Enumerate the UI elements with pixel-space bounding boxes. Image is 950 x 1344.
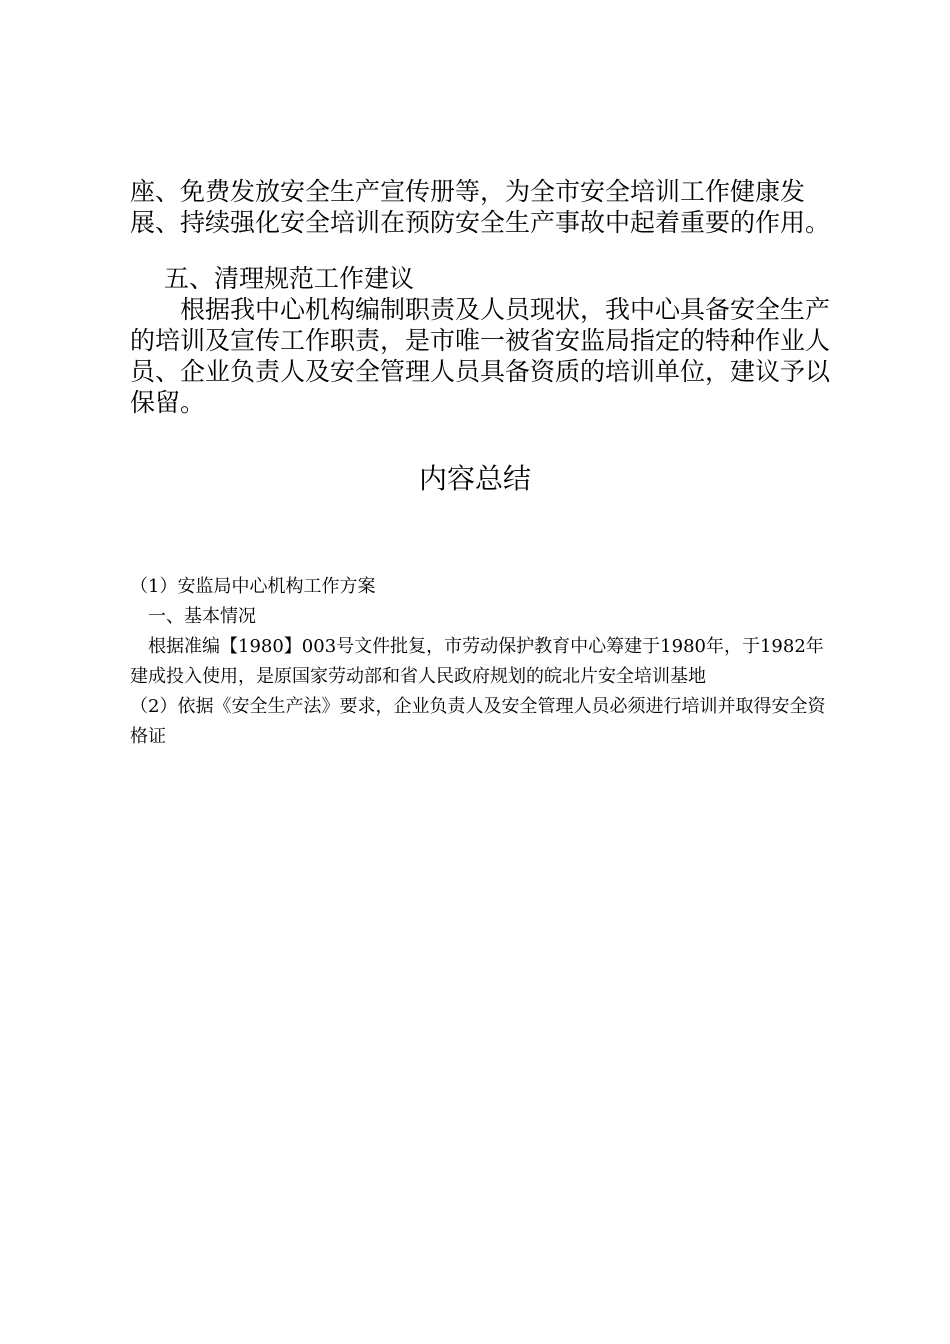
summary-item-1-text: 根据准编【1980】003号文件批复，市劳动保护教育中心筹建于1980年，于1982年建成投入使用，是原国家劳动部和省人民政府规划的皖北片安全培训基地 (130, 636, 824, 687)
summary-body (130, 572, 830, 752)
main-body (130, 176, 830, 418)
summary-title: 内容总结 (418, 462, 531, 495)
summary-item-1: （1）安监局中心机构工作方案 (130, 576, 376, 597)
summary-item-2: （2）依据《安全生产法》要求，企业负责人及安全管理人员必须进行培训并取得安全资格证 (130, 696, 826, 747)
summary-item-1-subheading: 一、基本情况 (148, 606, 256, 627)
paragraph-recommendation: 根据我中心机构编制职责及人员现状，我中心具备安全生产的培训及宣传工作职责，是市唯一被省安监局指定的特种作业人员、企业负责人及安全管理人员具备资质的培训单位，建议予以保留。 (130, 295, 831, 417)
section-heading-five: 五、清理规范工作建议 (164, 264, 415, 293)
paragraph-continued: 座、免费发放安全生产宣传册等，为全市安全培训工作健康发展、持续强化安全培训在预防安全生产事故中起着重要的作用。 (130, 177, 831, 237)
paragraph-gap (130, 238, 830, 263)
